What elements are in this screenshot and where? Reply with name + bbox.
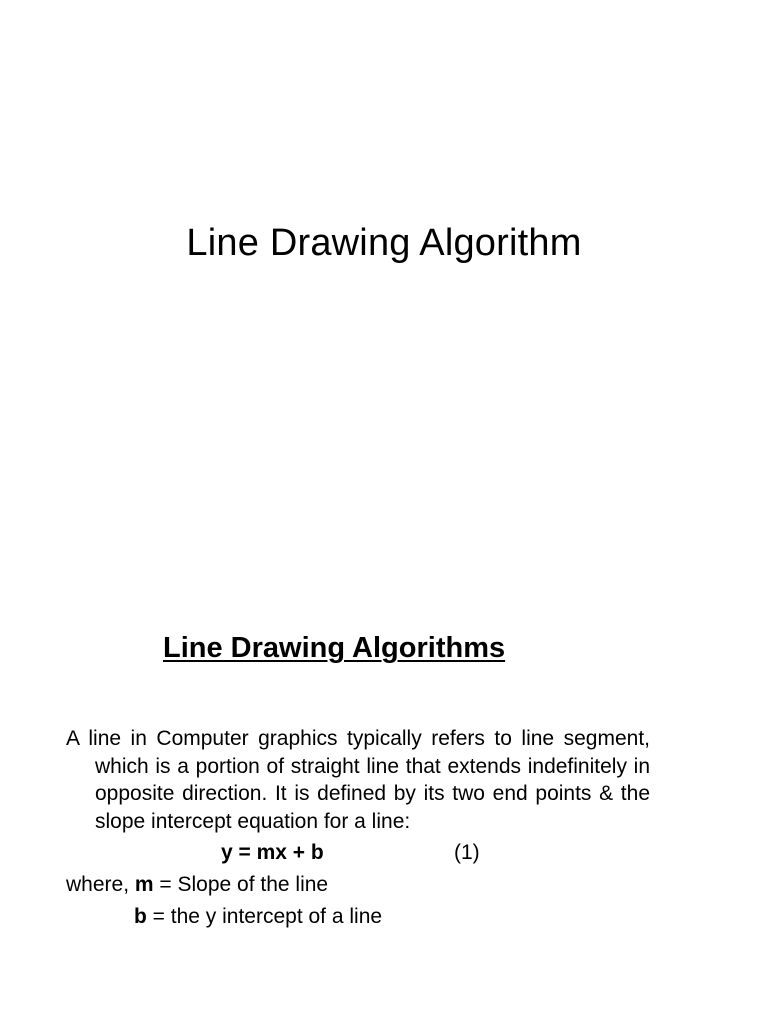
definition-paragraph: A line in Computer graphics typically refers to line segment, which is a portion of straight line that extends indefinitely in opposite direction. It is defined by its two end points & the slope intercept equation for a line: xyxy=(66,727,650,833)
definition-text: = the y intercept of a line xyxy=(146,905,383,928)
slope-intercept-equation: y = mx + b xyxy=(221,841,324,864)
body-text xyxy=(66,725,650,935)
definition-prefix: where, xyxy=(66,873,135,896)
equation-row xyxy=(66,839,650,871)
definition-term: m xyxy=(134,873,154,896)
equation-number: (1) xyxy=(454,841,480,864)
definition-text: = Slope of the line xyxy=(153,873,329,896)
definition-term: b xyxy=(134,905,147,928)
definition-m xyxy=(66,871,650,903)
definition-b xyxy=(66,903,650,935)
slide-title: Line Drawing Algorithm xyxy=(186,222,582,264)
content-slide xyxy=(0,512,768,1024)
section-heading: Line Drawing Algorithms xyxy=(163,632,506,664)
